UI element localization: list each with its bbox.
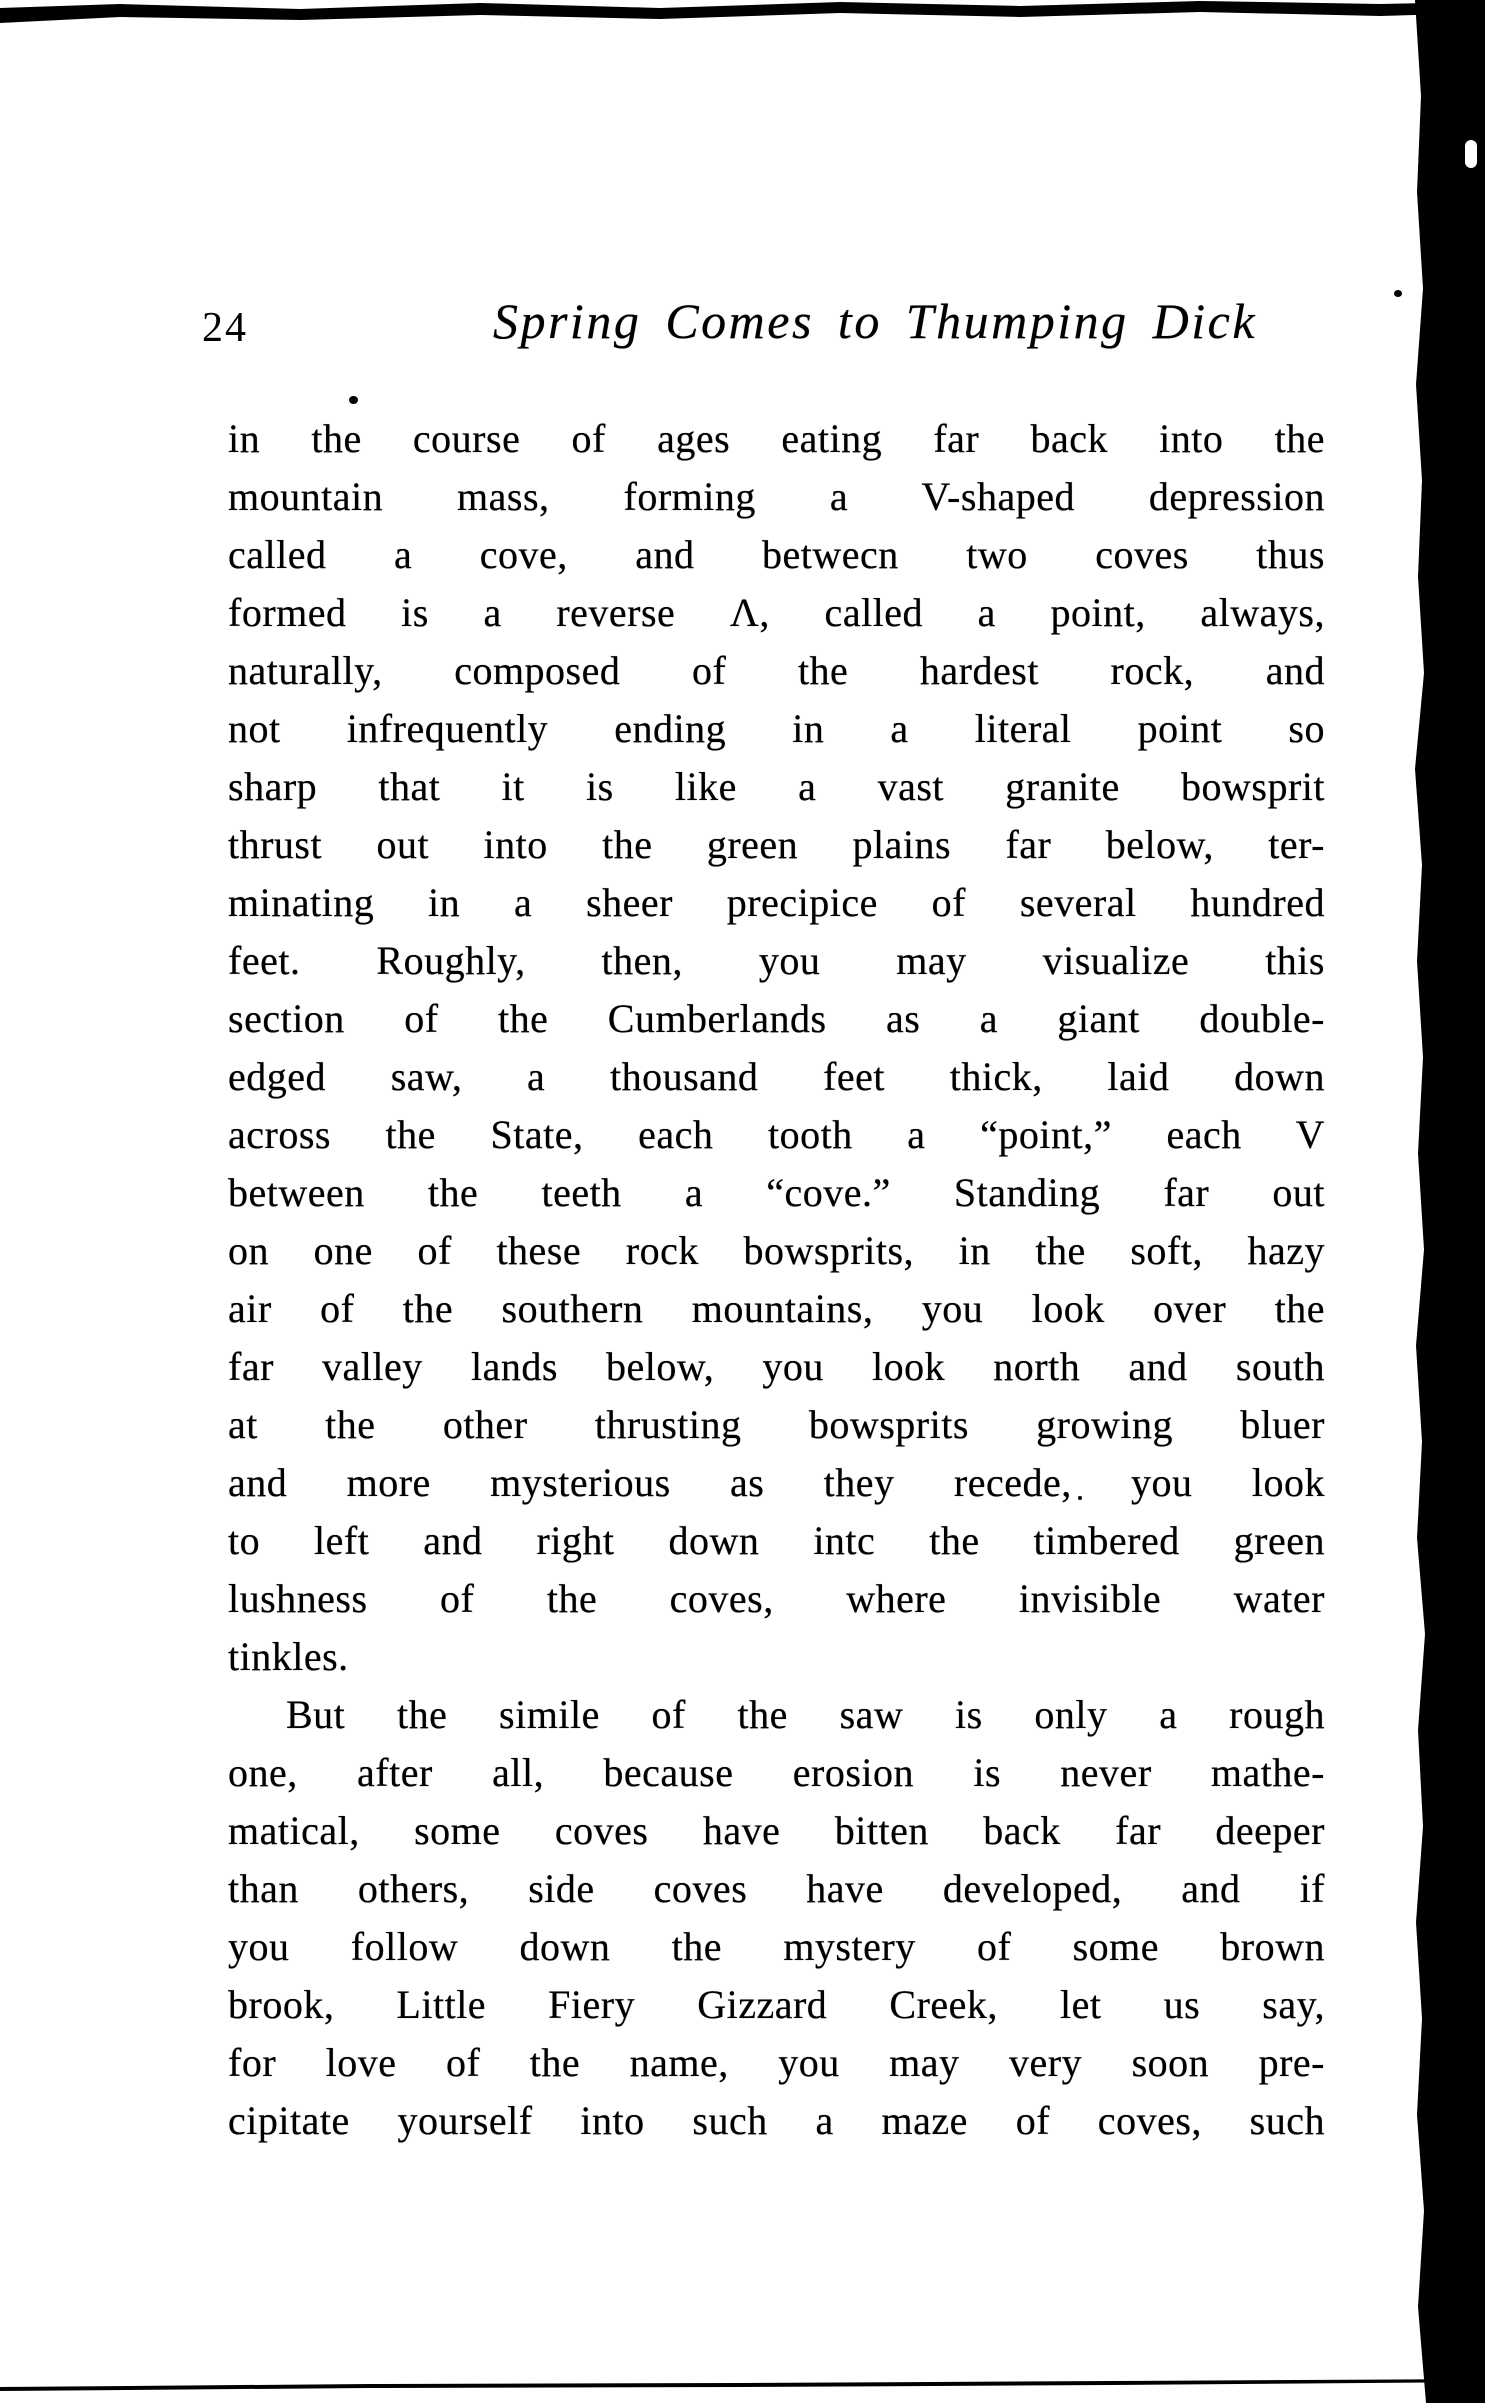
scan-bottom-edge-line: [0, 2377, 1485, 2393]
page-body: [228, 410, 1325, 2150]
text-line: one, after all, because erosion is never mathe-: [228, 1750, 1325, 1795]
text-line: far valley lands below, you look north and south: [228, 1344, 1325, 1389]
text-line: matical, some coves have bitten back far deeper: [228, 1808, 1325, 1853]
text-line: on one of these rock bowsprits, in the soft, hazy: [228, 1228, 1325, 1273]
text-line: and more mysterious as they recede, you look: [228, 1460, 1325, 1505]
text-line: formed is a reverse Λ, called a point, always,: [228, 590, 1325, 635]
text-line: brook, Little Fiery Gizzard Creek, let us say,: [228, 1982, 1325, 2027]
text-line: feet. Roughly, then, you may visualize this: [228, 938, 1325, 983]
text-line: minating in a sheer precipice of several hundred: [228, 880, 1325, 925]
text-line: mountain mass, forming a V-shaped depression: [228, 474, 1325, 519]
scan-gutter-notch: [1465, 140, 1477, 168]
text-line: naturally, composed of the hardest rock, and: [228, 648, 1325, 693]
text-line: you follow down the mystery of some brown: [228, 1924, 1325, 1969]
text-line: sharp that it is like a vast granite bowsprit: [228, 764, 1325, 809]
text-line: at the other thrusting bowsprits growing bluer: [228, 1402, 1325, 1447]
text-line: air of the southern mountains, you look over the: [228, 1286, 1325, 1331]
scan-top-edge-line: [0, 0, 1485, 30]
text-line: thrust out into the green plains far below, ter-: [228, 822, 1325, 867]
page-number: 24: [202, 305, 248, 351]
text-line: for love of the name, you may very soon pre-: [228, 2040, 1325, 2085]
text-line: cipitate yourself into such a maze of coves, such: [228, 2098, 1325, 2143]
text-line: But the simile of the saw is only a rough: [286, 1692, 1325, 1737]
text-line: not infrequently ending in a literal point so: [228, 706, 1325, 751]
text-line: across the State, each tooth a “point,” each V: [228, 1112, 1325, 1157]
paragraph: [228, 1686, 1325, 2150]
running-title: Spring Comes to Thumping Dick: [492, 293, 1258, 349]
text-line: called a cove, and betwecn two coves thus: [228, 532, 1325, 577]
text-line: section of the Cumberlands as a giant double-: [228, 996, 1325, 1041]
text-line: than others, side coves have developed, and if: [228, 1866, 1325, 1911]
text-line: lushness of the coves, where invisible water: [228, 1576, 1325, 1621]
text-line: between the teeth a “cove.” Standing far out: [228, 1170, 1325, 1215]
paragraph-continuation: [228, 410, 1325, 1686]
text-line: to left and right down intc the timbered green: [228, 1518, 1325, 1563]
scan-speck: [349, 396, 358, 404]
text-line: in the course of ages eating far back into the: [228, 416, 1325, 461]
scan-speck: [1394, 290, 1402, 297]
text-line: tinkles.: [228, 1634, 349, 1679]
scan-gutter-shadow: [1412, 0, 1485, 2403]
text-line: edged saw, a thousand feet thick, laid down: [228, 1054, 1325, 1099]
